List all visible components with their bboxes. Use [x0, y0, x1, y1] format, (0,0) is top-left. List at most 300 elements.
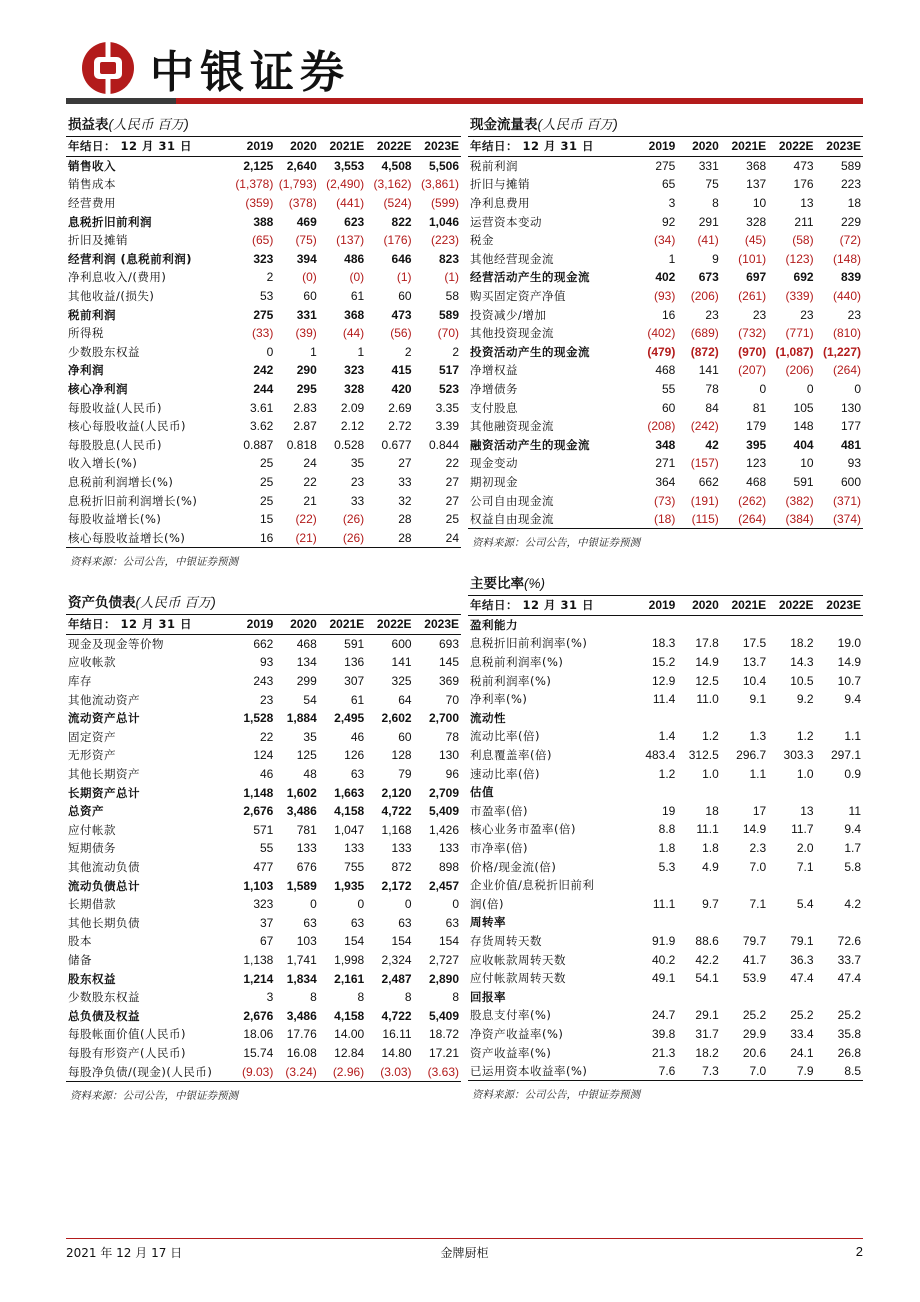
row-label: 息税前利润增长(%)	[68, 474, 174, 489]
table-row	[66, 194, 461, 213]
cell-value: (440)	[832, 289, 861, 304]
table-row	[468, 764, 863, 783]
cell-value: 692	[793, 270, 814, 285]
cell-value: 2.09	[340, 400, 365, 415]
table-row	[468, 212, 863, 231]
page-footer	[66, 1244, 863, 1264]
table-row	[468, 436, 863, 455]
cell-value: 2,727	[428, 952, 459, 967]
cell-value	[721, 709, 768, 728]
cell-value: 7.9	[768, 1062, 815, 1081]
table-row	[66, 156, 461, 175]
cell-value: 7.0	[749, 859, 767, 874]
cell-value: 2.87	[293, 419, 317, 434]
cell-value: 328	[746, 214, 767, 229]
cell-value: 63	[303, 915, 317, 930]
cell-value: 0	[452, 897, 459, 912]
table-row	[66, 858, 461, 877]
cell-value: 8.5	[816, 1062, 863, 1081]
row-label: 息税折旧前利润	[68, 214, 152, 229]
cell-value: (872)	[690, 344, 719, 359]
table-row	[66, 690, 461, 709]
cell-value: 33.7	[837, 952, 861, 967]
cell-value: 0.844	[428, 437, 459, 452]
year-end-label: 年结日： 12 月 31 日	[468, 137, 630, 156]
row-label: 销售收入	[68, 158, 116, 173]
cell-value: 3.39	[435, 419, 459, 434]
table-row	[468, 802, 863, 821]
cell-value: 1.0	[702, 766, 719, 781]
column-header-year: 2022E	[366, 137, 413, 156]
table-row	[66, 510, 461, 529]
section-row	[468, 783, 863, 802]
table-header-row	[468, 596, 863, 615]
cell-value: 0	[806, 382, 814, 397]
cell-value: 3,486	[286, 804, 317, 819]
boc-logo-icon	[80, 40, 136, 96]
cell-value: 23	[847, 307, 861, 322]
cell-value: 16	[228, 528, 275, 547]
cell-value: (0)	[302, 270, 317, 285]
cell-value: 11.0	[696, 692, 719, 707]
cell-value: 295	[296, 382, 317, 397]
table-row	[66, 783, 461, 802]
income-title	[66, 114, 461, 137]
balance-title	[66, 592, 461, 615]
row-label: 税前利润率(%)	[470, 673, 552, 688]
cell-value	[721, 913, 768, 932]
cell-value: 481	[840, 437, 861, 452]
cell-value: 176	[793, 177, 814, 192]
cell-value: (176)	[383, 233, 412, 248]
brand-name: 中银证券	[150, 47, 350, 98]
cell-value: 60	[398, 729, 412, 744]
table-row	[66, 709, 461, 728]
row-label: 支付股息	[470, 400, 518, 415]
cell-value: (371)	[832, 493, 861, 508]
cell-value: 5.3	[658, 859, 676, 874]
cell-value: 0.887	[243, 437, 274, 452]
column-header-year: 2021E	[721, 137, 768, 156]
row-label: 其他投资现金流	[470, 326, 554, 341]
table-row	[468, 1062, 863, 1081]
row-label: 短期债务	[68, 841, 116, 856]
cell-value: 40.2	[651, 952, 676, 967]
cell-value: 60	[661, 400, 676, 415]
cell-value: 589	[438, 307, 459, 322]
row-label: 股东权益	[68, 971, 116, 986]
row-label: 净利息费用	[470, 196, 530, 211]
cell-value	[721, 783, 768, 802]
row-label: 库存	[68, 674, 92, 689]
table-row	[66, 802, 461, 821]
cell-value: 12.9	[651, 673, 676, 688]
cell-value: 364	[655, 474, 676, 489]
cell-value: 133	[344, 841, 365, 856]
cell-value: (262)	[738, 493, 767, 508]
row-label: 息税前利润率(%)	[470, 655, 564, 670]
cell-value: 17.21	[428, 1045, 459, 1060]
cell-value	[630, 615, 677, 634]
row-label: 价格/现金流(倍)	[470, 859, 557, 874]
table-row	[468, 1043, 863, 1062]
cell-value: 402	[655, 270, 676, 285]
cell-value: 8	[310, 990, 317, 1005]
cell-value: 2,161	[334, 971, 365, 986]
cell-value: (148)	[832, 251, 861, 266]
cell-value: 103	[296, 934, 317, 949]
cell-value: 28	[398, 512, 412, 527]
cell-value: 17.5	[742, 636, 767, 651]
row-label: 利息覆盖率(倍)	[470, 748, 552, 763]
table-row	[468, 950, 863, 969]
row-label: 所得税	[68, 326, 104, 341]
cell-value: 63	[398, 915, 412, 930]
cell-value: 275	[655, 158, 676, 173]
column-header-year: 2019	[228, 615, 275, 634]
cell-value: 9.4	[844, 692, 861, 707]
cell-value: 9.4	[844, 822, 861, 837]
table-row	[66, 951, 461, 970]
cell-value: 2.83	[293, 400, 317, 415]
cell-value: 5,409	[428, 1008, 459, 1023]
table-row	[66, 212, 461, 231]
cell-value: 9.2	[796, 692, 814, 707]
cell-value: 35	[303, 729, 317, 744]
table-row	[66, 268, 461, 287]
table-row	[468, 175, 863, 194]
cell-value: (206)	[690, 289, 719, 304]
cell-value: 8	[712, 196, 719, 211]
cell-value	[768, 913, 815, 932]
cell-value: (22)	[295, 512, 317, 527]
table-row	[468, 746, 863, 765]
cell-value: 39.8	[651, 1026, 676, 1041]
cell-value: 16.11	[382, 1027, 412, 1042]
cell-value: (441)	[336, 196, 365, 211]
cell-value: (157)	[690, 456, 719, 471]
column-header-year: 2022E	[366, 615, 413, 634]
table-row	[66, 380, 461, 399]
cell-value: 136	[344, 655, 365, 670]
cell-value: 24.7	[651, 1008, 676, 1023]
cell-value: (0)	[349, 270, 365, 285]
cell-value: 33	[350, 493, 365, 508]
cell-value	[768, 987, 815, 1006]
balance-title-unit: (人民币 百万)	[135, 595, 216, 610]
ratios-table	[468, 596, 863, 1081]
row-label: 其他经营现金流	[470, 251, 554, 266]
cell-value: 1,663	[334, 785, 365, 800]
cell-value: 600	[391, 636, 412, 651]
income-title-unit: (人民币 百万)	[108, 117, 189, 132]
column-header-year: 2023E	[414, 137, 461, 156]
cell-value: 395	[746, 437, 767, 452]
cell-value: 662	[253, 636, 274, 651]
cell-value: 0.528	[334, 437, 365, 452]
cell-value: 11.1	[652, 896, 676, 911]
cell-value: 91.9	[651, 933, 676, 948]
cell-value: (115)	[677, 510, 720, 529]
cell-value: 42.2	[695, 952, 719, 967]
cell-value: 415	[391, 363, 412, 378]
cell-value: 7.6	[630, 1062, 677, 1081]
table-row	[468, 250, 863, 269]
table-row	[66, 728, 461, 747]
cell-value: 14.9	[695, 655, 719, 670]
cell-value: 4.9	[702, 859, 719, 874]
cell-value: (93)	[654, 289, 676, 304]
column-header-year: 2021E	[319, 615, 366, 634]
cell-value: (206)	[785, 363, 814, 378]
cell-value: 2	[404, 344, 412, 359]
table-row	[468, 876, 863, 895]
cell-value: 2,324	[381, 952, 412, 967]
cashflow-table	[468, 137, 863, 529]
year-end-label: 年结日： 12 月 31 日	[468, 596, 630, 615]
cell-value: (34)	[654, 233, 676, 248]
cell-value: 420	[391, 382, 412, 397]
row-label: 其他融资现金流	[470, 419, 554, 434]
table-row	[468, 287, 863, 306]
table-row	[468, 454, 863, 473]
cell-value	[721, 987, 768, 1006]
cell-value: 291	[698, 214, 719, 229]
row-label: 应付帐款周转天数	[470, 971, 566, 986]
cell-value: 662	[698, 474, 719, 489]
cell-value: 1,602	[286, 785, 317, 800]
cell-value: 348	[655, 437, 676, 452]
cell-value: (264)	[832, 363, 861, 378]
cell-value: 60	[398, 289, 412, 304]
year-end-label: 年结日： 12 月 31 日	[66, 137, 228, 156]
table-header-row	[66, 615, 461, 634]
cell-value: 10	[800, 456, 814, 471]
cell-value: (382)	[785, 493, 814, 508]
cell-value: 28	[366, 528, 413, 547]
cell-value: 1,047	[334, 822, 365, 837]
row-label: 购买固定资产净值	[470, 289, 566, 304]
table-row	[468, 895, 863, 914]
cell-value: (70)	[437, 326, 459, 341]
header-rule	[66, 98, 863, 104]
cell-value: 1,168	[381, 822, 412, 837]
row-label: 存货周转天数	[470, 933, 542, 948]
column-header-year: 2020	[677, 137, 720, 156]
cell-value: 17	[752, 803, 767, 818]
cell-value: 368	[746, 158, 767, 173]
cell-value: 148	[793, 419, 814, 434]
cell-value: 27	[445, 493, 459, 508]
cell-value: (26)	[319, 528, 366, 547]
ratios-title-unit: (%)	[524, 576, 545, 591]
cell-value	[677, 913, 720, 932]
cell-value: (810)	[832, 326, 861, 341]
cell-value: 676	[296, 860, 317, 875]
cell-value: (3,861)	[420, 177, 459, 192]
cell-value: (123)	[785, 251, 814, 266]
cell-value: 35.8	[837, 1026, 861, 1041]
row-label: 税前利润	[470, 158, 518, 173]
row-label: 期初现金	[470, 474, 518, 489]
cell-value: 75	[705, 177, 719, 192]
row-label: 税前利润	[68, 307, 116, 322]
cell-value: 14.3	[790, 655, 814, 670]
table-row	[66, 746, 461, 765]
row-label: 回报率	[470, 989, 506, 1004]
cell-value: 10.5	[790, 673, 814, 688]
cell-value	[677, 783, 720, 802]
table-row	[66, 491, 461, 510]
source-note: 资料来源：公司公告，中银证券预测	[70, 1089, 238, 1102]
cell-value: 126	[344, 748, 365, 763]
cell-value: 47.4	[837, 971, 861, 986]
row-label: 速动比率(倍)	[470, 766, 540, 781]
cell-value: 10.7	[837, 673, 861, 688]
cell-value: 325	[391, 674, 412, 689]
cell-value: 8.8	[658, 822, 676, 837]
cell-value: (72)	[839, 233, 861, 248]
row-label: 息税折旧前利润率(%)	[470, 636, 588, 651]
cell-value: 18	[847, 196, 861, 211]
cell-value: 25.2	[742, 1008, 767, 1023]
row-label: 少数股东权益	[68, 344, 140, 359]
row-label: 长期借款	[68, 897, 116, 912]
cell-value: 1	[357, 344, 365, 359]
cell-value: 47.4	[790, 971, 814, 986]
row-label: 每股帐面价值(人民币)	[68, 1027, 186, 1042]
cell-value: 14.00	[334, 1027, 365, 1042]
cell-value: 693	[438, 636, 459, 651]
table-row	[66, 343, 461, 362]
row-label: 其他流动资产	[68, 692, 140, 707]
cell-value: 1,834	[286, 971, 317, 986]
cell-value: 15.2	[651, 655, 676, 670]
cell-value: 2,700	[428, 711, 459, 726]
cell-value: 0	[854, 382, 861, 397]
cell-value: 0	[357, 897, 365, 912]
cell-value: (73)	[654, 493, 676, 508]
row-label: 每股收益(人民币)	[68, 400, 162, 415]
row-label: 核心业务市盈率(倍)	[470, 822, 576, 837]
cell-value: 61	[350, 692, 365, 707]
row-label: 经营费用	[68, 196, 116, 211]
table-row	[468, 839, 863, 858]
column-header-year: 2023E	[816, 596, 863, 615]
cell-value: 307	[344, 674, 365, 689]
table-row	[66, 969, 461, 988]
row-label: 流动比率(倍)	[470, 729, 540, 744]
table-header-row	[468, 137, 863, 156]
cell-value: 1.1	[844, 729, 861, 744]
cell-value: 78	[705, 382, 719, 397]
cell-value: 63	[350, 767, 365, 782]
cell-value: 20.6	[742, 1045, 767, 1060]
cell-value: 125	[296, 748, 317, 763]
cell-value: 1,046	[428, 214, 459, 229]
cell-value: (3.63)	[414, 1062, 461, 1081]
cell-value: 22	[303, 474, 317, 489]
cell-value	[677, 709, 720, 728]
cell-value: 60	[303, 289, 317, 304]
section-row	[468, 709, 863, 728]
cell-value: (1)	[444, 270, 459, 285]
row-label: 折旧与摊销	[470, 177, 530, 192]
cell-value: (479)	[647, 344, 676, 359]
cell-value	[816, 913, 863, 932]
cell-value: 23	[705, 307, 719, 322]
table-row	[468, 305, 863, 324]
row-label: 权益自由现金流	[468, 510, 630, 529]
cell-value: 839	[840, 270, 861, 285]
table-row	[66, 653, 461, 672]
table-row	[468, 398, 863, 417]
cell-value: 646	[391, 251, 412, 266]
cell-value: 3	[668, 196, 676, 211]
cell-value: 1,741	[286, 952, 317, 967]
row-label: 股本	[68, 934, 92, 949]
table-row	[66, 417, 461, 436]
row-label: 融资活动产生的现金流	[470, 437, 590, 452]
cell-value: 63	[350, 915, 365, 930]
cell-value: 1.4	[658, 729, 676, 744]
cell-value: (771)	[785, 326, 814, 341]
cell-value: 46	[350, 729, 365, 744]
table-row	[468, 932, 863, 951]
cell-value: (1,227)	[822, 344, 861, 359]
cell-value: 18	[705, 803, 719, 818]
cell-value: (39)	[295, 326, 317, 341]
cell-value: 4,158	[334, 1008, 365, 1023]
table-row	[468, 1025, 863, 1044]
cell-value: 7.1	[749, 896, 767, 911]
cell-value	[816, 783, 863, 802]
footer-rule	[66, 1238, 863, 1239]
cell-value: 25	[259, 493, 274, 508]
row-label: 总负债及权益	[68, 1008, 140, 1023]
cell-value: 7.0	[721, 1062, 768, 1081]
row-label: 固定资产	[68, 729, 116, 744]
cell-value: 299	[296, 674, 317, 689]
cell-value: 5.4	[796, 896, 814, 911]
brand-header	[80, 36, 350, 100]
table-row	[468, 194, 863, 213]
cell-value: 822	[391, 214, 412, 229]
cell-value: 8	[357, 990, 365, 1005]
cell-value	[768, 615, 815, 634]
year-end-label: 年结日： 12 月 31 日	[66, 615, 228, 634]
cell-value: (970)	[738, 344, 767, 359]
cell-value: 331	[296, 307, 317, 322]
cell-value: 78	[445, 729, 459, 744]
cell-value: 468	[296, 636, 317, 651]
column-header-year: 2019	[630, 596, 677, 615]
source-note: 资料来源：公司公告，中银证券预测	[472, 537, 640, 550]
cell-value: 223	[840, 177, 861, 192]
row-label: 长期资产总计	[68, 785, 140, 800]
table-row	[468, 324, 863, 343]
cell-value: 15.74	[243, 1045, 274, 1060]
cell-value: 55	[259, 841, 274, 856]
cell-value: 331	[698, 158, 719, 173]
row-label: 其他流动负债	[68, 860, 140, 875]
cell-value: (101)	[738, 251, 767, 266]
cell-value: 2,457	[428, 878, 459, 893]
cell-value: 2,495	[334, 711, 365, 726]
table-row	[468, 671, 863, 690]
cell-value	[677, 987, 720, 1006]
cell-value: 134	[296, 655, 317, 670]
